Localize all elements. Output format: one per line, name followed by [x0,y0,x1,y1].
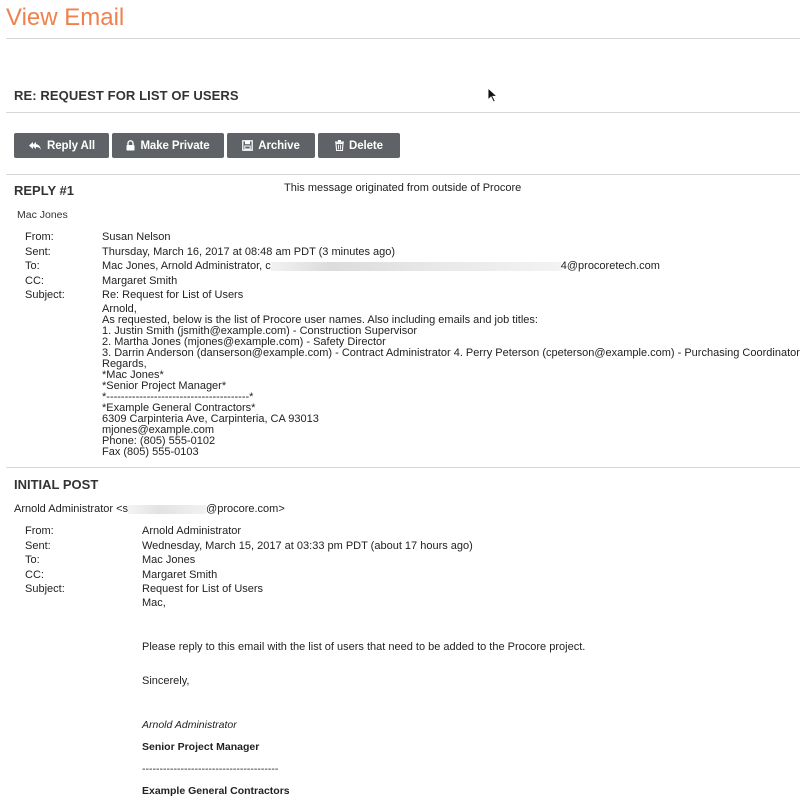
reply-body [102,304,800,458]
thread-subject: RE: REQUEST FOR LIST OF USERS [14,88,239,103]
archive-icon [242,140,253,151]
external-notice: This message originated from outside of Procore [284,182,522,194]
reply-sent: Thursday, March 16, 2017 at 08:48 am PDT (3 minutes ago) [102,245,396,258]
delete-button[interactable] [318,133,400,158]
cc-label: CC: [25,274,44,287]
initial-sender [14,503,285,515]
body-line: 6309 Carpinteria Ave, Carpinteria, CA 93013 [102,413,319,425]
body-line: *---------------------------------------* [102,391,254,403]
reply-all-label: Reply All [47,139,95,152]
sent-label: Sent: [25,539,51,552]
reply-all-icon [28,141,42,151]
signature-title: Senior Project Manager [142,741,260,753]
reply-divider [6,467,800,468]
cc-label: CC: [25,568,44,581]
email-toolbar [14,133,400,158]
body-line: *Example General Contractors* [102,402,256,414]
body-line: *Senior Project Manager* [102,380,227,392]
archive-button[interactable] [227,133,315,158]
sent-label: Sent: [25,245,51,258]
redacted-email [271,262,561,271]
greeting: Mac, [142,597,166,609]
body-line: Regards, [102,358,147,370]
archive-label: Archive [258,139,300,152]
initial-from: Arnold Administrator [142,525,242,537]
make-private-label: Make Private [140,139,210,152]
body-line: As requested, below is the list of Procore user names. Also including emails and job titles: [102,314,538,326]
to-label: To: [25,554,40,566]
initial-post-heading: INITIAL POST [14,477,99,492]
initial-cc: Margaret Smith [142,568,218,581]
initial-subject: Request for List of Users [142,583,264,595]
message-text: Please reply to this email with the list of users that need to be added to the Procore project. [142,641,586,653]
reply-to-prefix: Mac Jones, Arnold Administrator, c [102,260,271,272]
subject-label: Subject: [25,583,65,595]
closing: Sincerely, [142,675,190,687]
body-line: 2. Martha Jones (mjones@example.com) - Safety Director [102,336,386,348]
mouse-pointer-icon [487,87,498,103]
reply-all-button[interactable] [14,133,109,158]
signature-name: Arnold Administrator [142,719,237,731]
title-divider [6,38,800,39]
body-line: mjones@example.com [102,424,215,436]
body-line: *Mac Jones* [102,369,164,381]
to-label: To: [25,260,40,272]
toolbar-divider [6,174,800,175]
signature-company: Example General Contractors [142,785,290,797]
reply-subject: Re: Request for List of Users [102,289,244,301]
from-label: From: [25,525,54,537]
body-line: Fax (805) 555-0103 [102,446,199,458]
signature-rule: --------------------------------------- [142,763,279,775]
body-line: 3. Darrin Anderson (danserson@example.com) - Contract Administrator 4. Perry Peterson (cpeterson@example.com) - Purchasing Coordinator [102,347,800,359]
subject-label: Subject: [25,289,65,301]
body-line: 1. Justin Smith (jsmith@example.com) - Construction Supervisor [102,325,417,337]
reply-heading: REPLY #1 [14,183,74,198]
reply-meta [25,230,660,303]
from-label: From: [25,231,54,243]
lock-icon [126,140,135,151]
initial-sender-suffix: @procore.com> [206,503,285,515]
trash-icon [335,140,344,151]
initial-sent: Wednesday, March 15, 2017 at 03:33 pm PDT (about 17 hours ago) [142,539,473,552]
body-line: Phone: (805) 555-0102 [102,435,216,447]
reply-to [102,259,660,274]
reply-sender-name: Mac Jones [17,209,68,221]
initial-meta [25,524,473,597]
body-line: Arnold, [102,303,137,315]
initial-sender-prefix: Arnold Administrator <s [14,503,129,515]
initial-to: Mac Jones [142,554,196,566]
make-private-button[interactable] [112,133,224,158]
redacted-email [128,505,206,514]
delete-label: Delete [349,139,383,152]
reply-cc: Margaret Smith [102,274,178,287]
page-title: View Email [6,4,125,31]
reply-from: Susan Nelson [102,231,171,243]
reply-to-suffix: 4@procoretech.com [560,260,660,272]
subject-divider [6,112,800,113]
